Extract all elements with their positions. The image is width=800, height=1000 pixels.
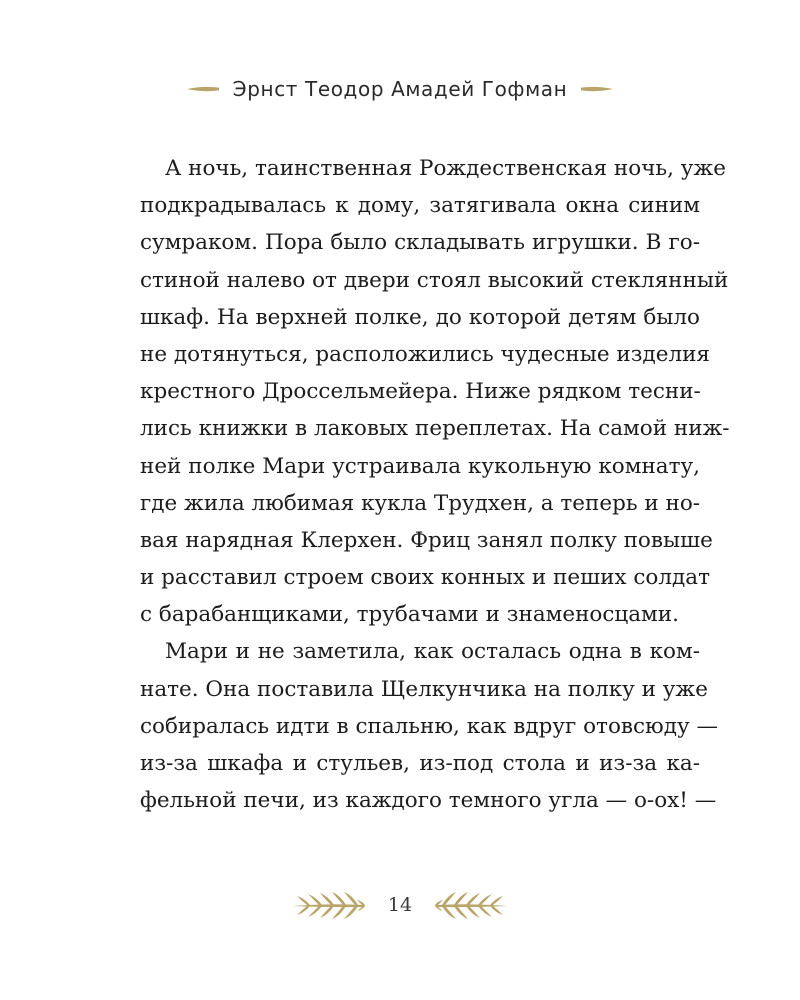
text-line: подкрадывалась к дому, затягивала окна синим — [140, 193, 700, 219]
text-line: стиной налево от двери стоял высокий стеклянный — [140, 267, 729, 293]
body-text — [140, 150, 730, 819]
text-line: нате. Она поставила Щелкунчика на полку и уже — [140, 676, 708, 702]
text-line: не дотянуться, расположились чудесные изделия — [140, 341, 710, 367]
paragraph — [140, 150, 730, 633]
text-line: из-за шкафа и стульев, из-под стола и из-за ка- — [140, 751, 700, 776]
text-line: вая нарядная Клерхен. Фриц занял полку повыше — [140, 527, 713, 553]
page-number: 14 — [387, 894, 413, 916]
text-line: крестного Дроссельмейера. Ниже рядком тесни- — [140, 379, 701, 405]
text-line: шкаф. На верхней полке, до которой детям было — [140, 304, 700, 330]
header-left-ornament-icon — [187, 85, 219, 93]
text-line: с барабанщиками, трубачами и знаменосцами. — [140, 602, 679, 628]
header-right-ornament-icon — [581, 85, 613, 93]
text-line: и расставил строем своих конных и пеших солдат — [140, 565, 710, 591]
text-line: где жила любимая кукла Трудхен, а теперь и но- — [140, 490, 701, 516]
book-author-title: Эрнст Теодор Амадей Гофман — [232, 77, 568, 101]
text-line: лись книжки в лаковых переплетах. На самой ниж- — [140, 416, 730, 442]
fir-sprig-right-icon — [434, 890, 510, 920]
running-header — [0, 74, 800, 104]
text-line: сумраком. Пора было складывать игрушки. В го- — [140, 230, 700, 256]
text-line: А ночь, таинственная Рождественская ночь, уже — [165, 156, 726, 181]
page-footer — [0, 885, 800, 925]
text-line: Мари и не заметила, как осталась одна в ком- — [165, 639, 700, 665]
text-line: ней полке Мари устраивала кукольную комнату, — [140, 453, 700, 479]
fir-sprig-left-icon — [290, 890, 366, 920]
text-line: фельной печи, из каждого темного угла — о-ох! — — [140, 788, 717, 814]
text-line: собиралась идти в спальню, как вдруг отовсюду — — [140, 713, 718, 739]
paragraph — [140, 633, 718, 819]
